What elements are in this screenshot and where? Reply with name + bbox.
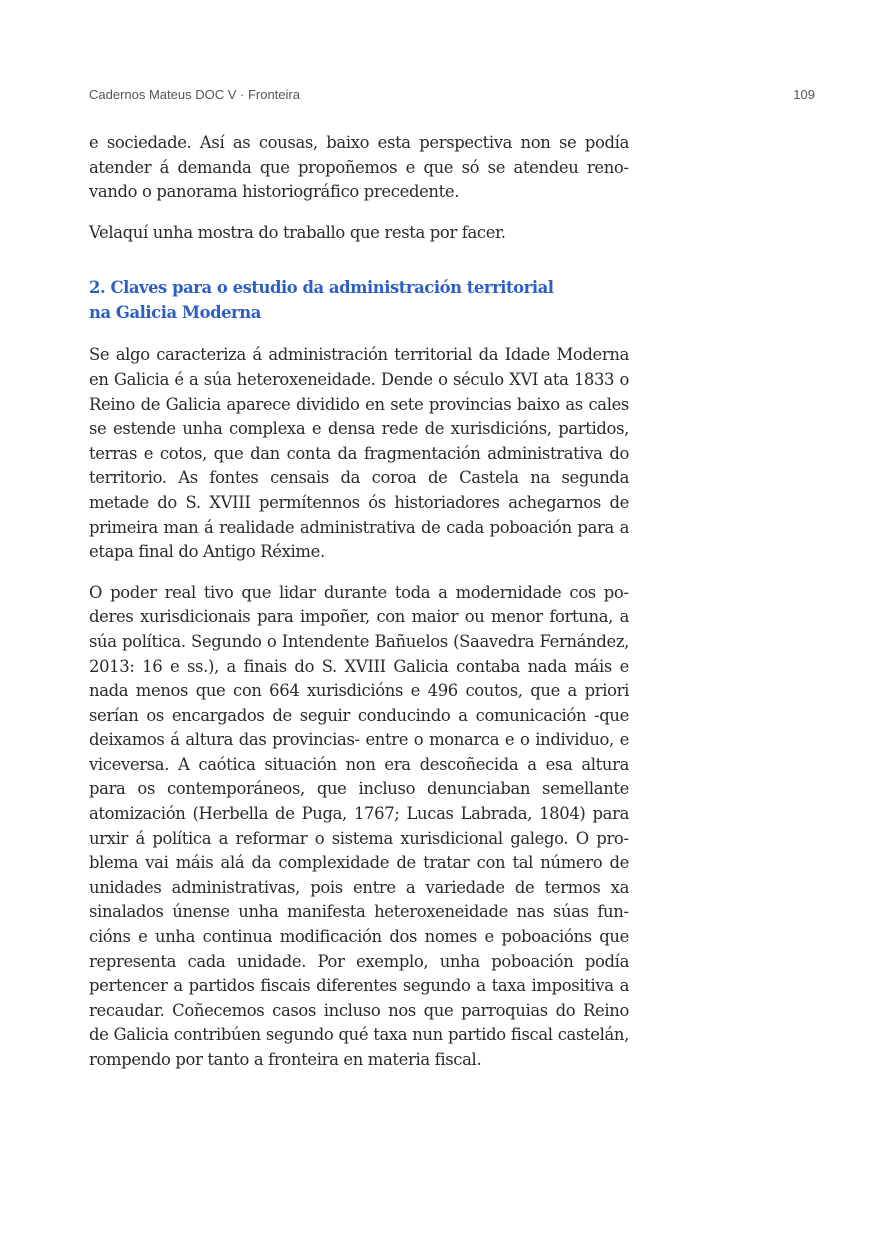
publication-title: Cadernos Mateus DOC V · Fronteira (89, 87, 300, 102)
paragraph-body-1: Se algo caracteriza á administración territorial da Idade Moderna en Galicia é a súa heteroxeneidade. Dende o século XVI ata 1833 o Reino de Galicia aparece dividido en sete provincias baixo as cales se estende unha complexa e densa rede de xurisdicións, partidos, terras e cotos, que dan conta da fragmentación administrativa do territorio. As fontes censais da coroa de Castela na segunda metade do S. XVIII permítennos ós historiadores achegarnos de primeira man á realidade administrativa de cada poboación para a etapa final do Antigo Réxime. (89, 345, 629, 562)
page-body (89, 131, 629, 1073)
page-number: 109 (793, 87, 815, 102)
paragraph-short: Velaquí unha mostra do traballo que resta por facer. (89, 222, 506, 242)
running-header (89, 87, 815, 105)
paragraph-body-2: O poder real tivo que lidar durante toda a modernidade cos poderes xurisdicionais para impoñer, con maior ou menor fortuna, a súa política. Segundo o Intendente Bañuelos (Saavedra Fernández, 2013: 16 e ss.), a finais do S. XVIII Galicia contaba nada máis e nada menos que con 664 xurisdicións e 496 coutos, que a priori serían os encargados de seguir conducindo a comunicación -que deixamos á altura das provincias- entre o monarca e o individuo, e viceversa. A caótica situación non era descoñecida a esa altura para os contemporáneos, que incluso denunciaban semellante atomización (Herbella de Puga, 1767; Lucas Labrada, 1804) para urxir á política a reformar o sistema xurisdicional galego. O problema vai máis alá da complexidade de tratar con tal número de unidades administrativas, pois entre a variedade de termos xa sinalados únense unha manifesta heteroxeneidade nas súas funcións e unha continua modificación dos nomes e poboacións que representa cada unidade. Por exemplo, unha poboación podía pertencer a partidos fiscais diferentes segundo a taxa impositiva a recaudar. Coñecemos casos incluso nos que parroquias do Reino de Galicia contribúen segundo qué taxa nun partido fiscal castelán, rompendo por tanto a fronteira en materia fiscal. (89, 582, 629, 1069)
section-heading: 2. Claves para o estudio da administración territorial na Galicia Moderna (89, 278, 554, 323)
paragraph-continuation: e sociedade. Así as cousas, baixo esta perspectiva non se podía atender á demanda que propoñemos e que só se atendeu renovando o panorama historiográfico precedente. (89, 133, 629, 202)
